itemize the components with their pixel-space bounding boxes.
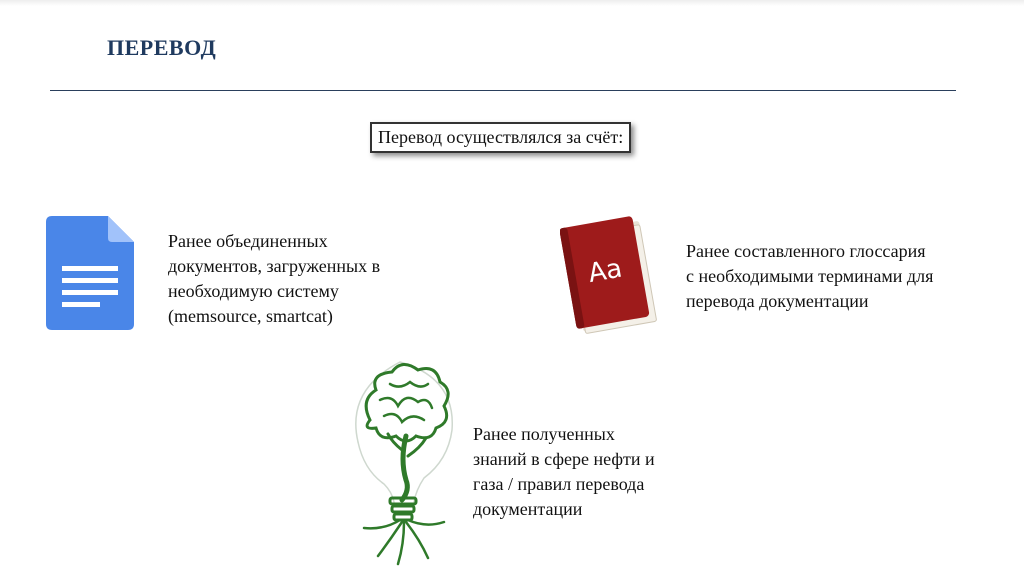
text-line: Ранее составленного глоссария	[686, 241, 926, 261]
text-line: с необходимыми терминами для	[686, 266, 934, 286]
text-line: Ранее полученных	[473, 424, 615, 444]
book-badge: Aa	[586, 253, 625, 289]
google-docs-icon	[46, 216, 136, 337]
text-line: знаний в сфере нефти и	[473, 449, 655, 469]
text-line: документов, загруженных в	[168, 256, 381, 276]
glossary-book-icon	[560, 212, 666, 343]
item-text-documents	[168, 229, 380, 329]
brain-tree-bulb-icon	[340, 350, 470, 575]
text-line: газа / правил перевода	[473, 474, 645, 494]
callout-box: Перевод осуществлялся за счёт:	[370, 122, 631, 153]
title-divider	[50, 90, 956, 91]
top-strip	[0, 0, 1024, 6]
text-line: необходимую систему	[168, 281, 339, 301]
item-text-glossary	[686, 239, 933, 314]
text-line: (memsource, smartcat)	[168, 306, 333, 326]
text-line: Ранее объединенных	[168, 231, 328, 251]
item-text-knowledge	[473, 422, 655, 522]
text-line: документации	[473, 499, 583, 519]
text-line: перевода документации	[686, 291, 869, 311]
page-title: ПЕРЕВОД	[107, 35, 217, 60]
